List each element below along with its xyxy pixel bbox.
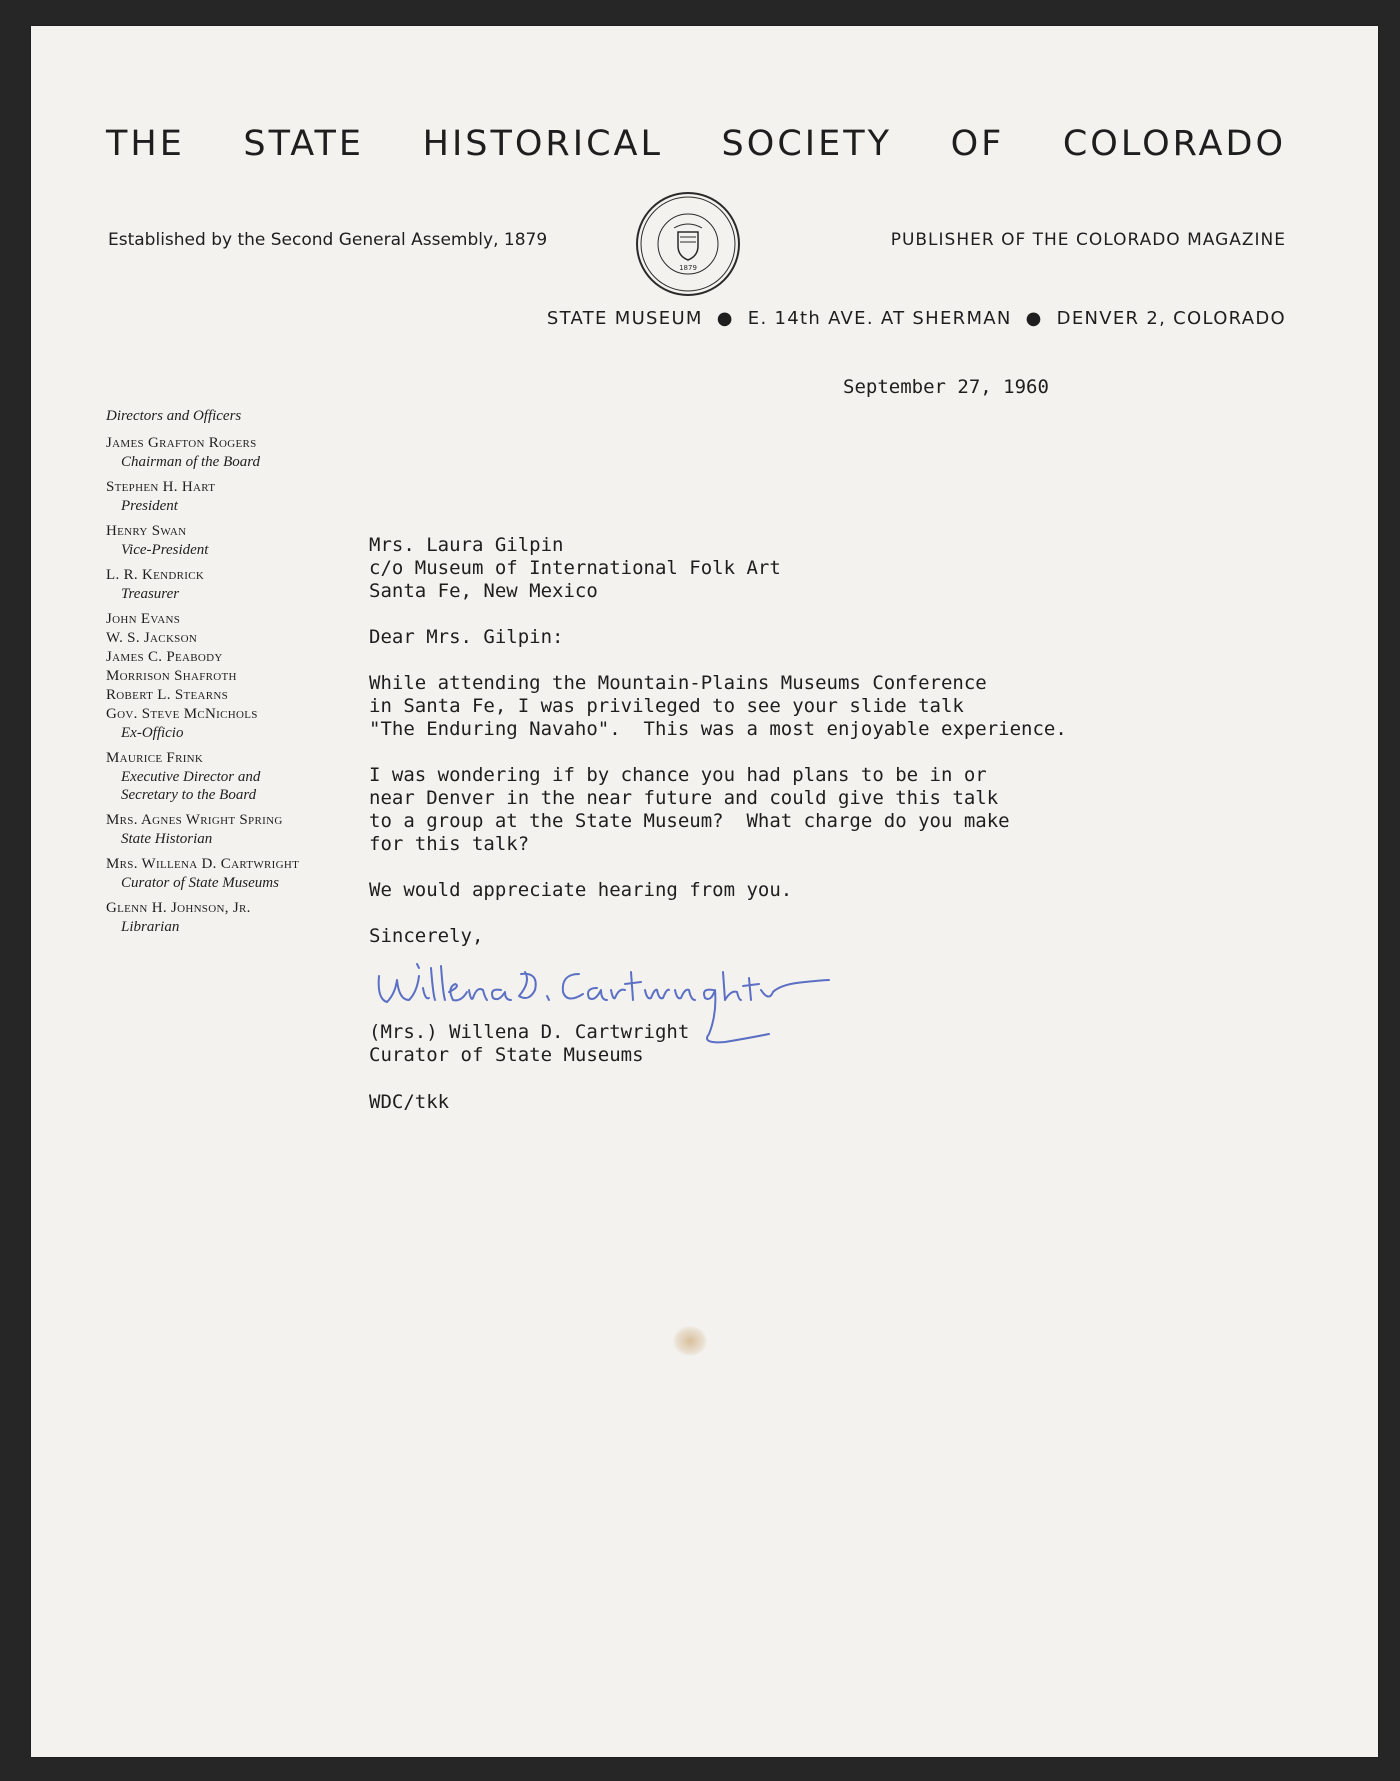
director-name: Mrs. Willena D. Cartwright xyxy=(106,856,300,872)
director-name: L. R. Kendrick xyxy=(106,567,205,583)
director-title: Secretary to the Board xyxy=(121,787,257,803)
director-name: W. S. Jackson xyxy=(106,630,198,646)
recipient-line: Mrs. Laura Gilpin xyxy=(369,534,564,556)
director-name: James Grafton Rogers xyxy=(106,435,257,451)
paragraph-line: to a group at the State Museum? What charge do you make xyxy=(369,810,1010,832)
director-entry xyxy=(106,749,406,804)
established-line: Established by the Second General Assembly, 1879 xyxy=(108,230,548,250)
director-title: Treasurer xyxy=(121,586,180,602)
director-entry xyxy=(106,855,406,892)
director-entry xyxy=(106,629,406,648)
letter-body xyxy=(369,534,1129,948)
paragraph-line: near Denver in the near future and could give this talk xyxy=(369,787,999,809)
director-name: Robert L. Stearns xyxy=(106,687,229,703)
svg-text:1879: 1879 xyxy=(679,264,697,272)
director-title: Chairman of the Board xyxy=(121,454,261,470)
recipient-line: Santa Fe, New Mexico xyxy=(369,580,598,602)
director-entry xyxy=(106,648,406,667)
signer-name: (Mrs.) Willena D. Cartwright xyxy=(369,1021,690,1043)
director-entry xyxy=(106,811,406,848)
paragraph-line: I was wondering if by chance you had plans to be in or xyxy=(369,764,987,786)
bullet-icon: ● xyxy=(1025,308,1043,329)
director-name: Gov. Steve McNichols xyxy=(106,706,258,722)
directors-heading: Directors and Officers xyxy=(106,408,242,424)
paragraph-line: While attending the Mountain-Plains Museums Conference xyxy=(369,672,987,694)
director-entry xyxy=(106,610,406,629)
director-name: Glenn H. Johnson, Jr. xyxy=(106,900,251,916)
paper-stain xyxy=(673,1326,707,1356)
recipient-line: c/o Museum of International Folk Art xyxy=(369,557,781,579)
typist-initials: WDC/tkk xyxy=(369,1091,450,1113)
publisher-line: PUBLISHER OF THE COLORADO MAGAZINE xyxy=(890,230,1286,250)
director-name: James C. Peabody xyxy=(106,649,223,665)
director-title: Vice-President xyxy=(121,542,209,558)
director-entry xyxy=(106,686,406,705)
society-seal-icon xyxy=(634,190,742,298)
director-title: President xyxy=(121,498,178,514)
letterhead-title: THE STATE HISTORICAL SOCIETY OF COLORADO xyxy=(106,124,1286,164)
paragraph-line: in Santa Fe, I was privileged to see your slide talk xyxy=(369,695,964,717)
director-entry xyxy=(106,899,406,936)
director-entry xyxy=(106,478,406,515)
bullet-icon: ● xyxy=(716,308,734,329)
director-title: Executive Director and xyxy=(121,769,261,785)
address-line xyxy=(401,308,1286,329)
director-entry xyxy=(106,522,406,559)
director-entry xyxy=(106,434,406,471)
directors-list xyxy=(106,408,406,943)
director-title: Librarian xyxy=(121,919,180,935)
director-entry xyxy=(106,705,406,742)
director-title: State Historian xyxy=(121,831,213,847)
director-name: John Evans xyxy=(106,611,181,627)
director-name: Maurice Frink xyxy=(106,750,204,766)
director-name: Henry Swan xyxy=(106,523,187,539)
paragraph-line: We would appreciate hearing from you. xyxy=(369,879,793,901)
paragraph-line: for this talk? xyxy=(369,833,530,855)
director-name: Stephen H. Hart xyxy=(106,479,216,495)
letter-date: September 27, 1960 xyxy=(843,376,1049,398)
director-title: Ex-Officio xyxy=(121,725,184,741)
address-street: E. 14th AVE. AT SHERMAN xyxy=(747,308,1012,329)
signature-block xyxy=(369,1021,689,1067)
director-entry xyxy=(106,667,406,686)
director-name: Morrison Shafroth xyxy=(106,668,237,684)
signer-title: Curator of State Museums xyxy=(369,1044,644,1066)
address-museum: STATE MUSEUM xyxy=(546,308,703,329)
director-entry xyxy=(106,566,406,603)
salutation: Dear Mrs. Gilpin: xyxy=(369,626,564,648)
letter-page xyxy=(31,26,1378,1757)
paragraph-line: "The Enduring Navaho". This was a most enjoyable experience. xyxy=(369,718,1067,740)
closing: Sincerely, xyxy=(369,925,484,947)
director-name: Mrs. Agnes Wright Spring xyxy=(106,812,283,828)
address-city: DENVER 2, COLORADO xyxy=(1056,308,1286,329)
director-title: Curator of State Museums xyxy=(121,875,279,891)
